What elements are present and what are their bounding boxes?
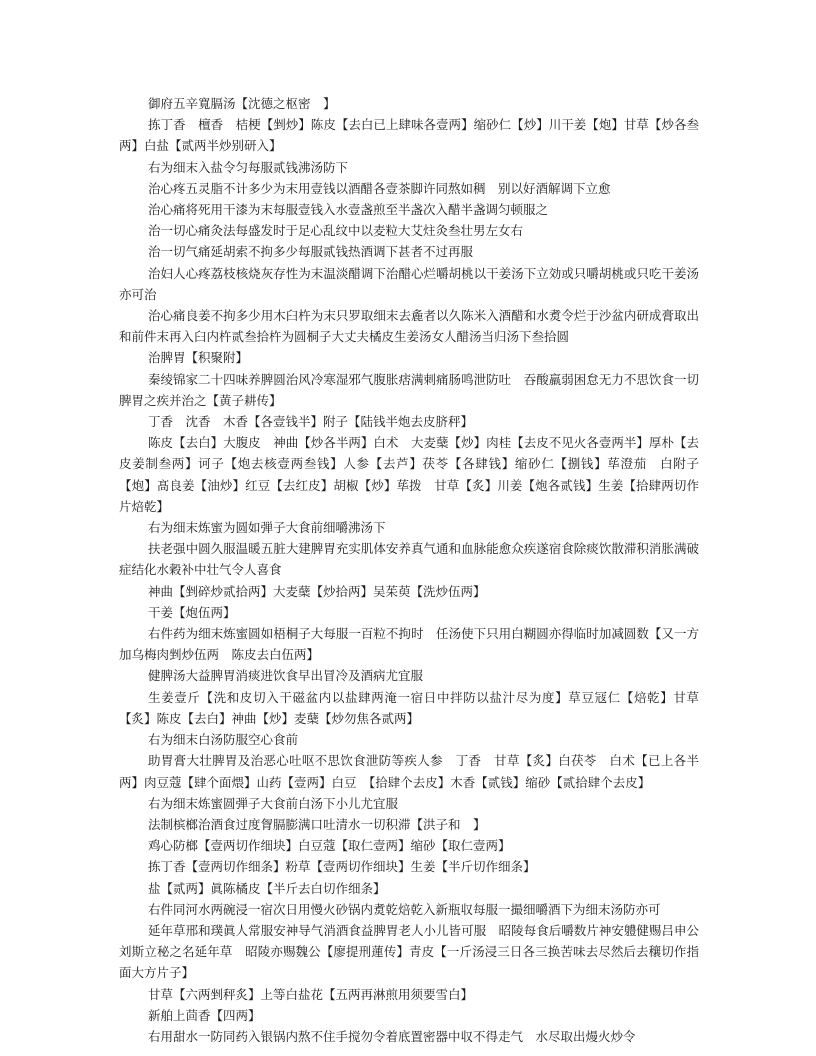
ingredients-fazhi-binglang-1: 鸡心防榔【壹两切作细块】白豆蔻【取仁壹两】缩砂【取仁壹两】: [148, 838, 511, 854]
recipe-title-jianpi-tang: 健脾汤大益脾胃消痰进饮食早出冒冷及酒病尤宜服: [148, 668, 424, 684]
ingredients-yannian-cao-1: 甘草【六两剉秤炙】上等白盐花【五两再淋煎用须要雪白】: [148, 986, 474, 1002]
document-text: [119, 93, 699, 1047]
recipe-title-yangpi-yuan: 秦绫锦家二十四味养脾圆治风冷寒湿邪气腹胀痞满刺痛肠鸣泄防吐 吞酸羸弱困怠无力不思饮食一切脾胃之疾并治之【黄子耕传】: [119, 371, 699, 408]
recipe-zhuwei-gao: 助胃膏大壮脾胃及治恶心吐呕不思饮食泄防等疾人参 丁香 甘草【炙】白茯苓 白术【已上各半两】肉豆蔻【肆个面煨】山药【壹两】白豆 【拾肆个去皮】木香【贰钱】缩砂【贰拾肆个去皮】: [119, 753, 699, 790]
recipe-title-wuxin-kuange-tang: 御府五辛寬膈汤【沈德之枢密 】: [148, 96, 336, 111]
recipe-yannian-cao: 延年草邢和璞眞人常服安神导气消酒食益脾胃老人小儿皆可服 昭陵每食后嚼数片神安軆健赐吕申公刘斯立秘之名延年草 昭陵亦赐魏公【廖提刑蓮传】青皮【一斤汤浸三日各三换苦味去尽然后去穰切作指面大方片子】: [119, 922, 699, 981]
ingredients-yannian-cao-2: 新舶上茴香【四两】: [148, 1007, 261, 1023]
ingredients-fulao-qiangzhong-yuan-1: 神曲【剉碎炒贰拾两】大麦蘖【炒拾两】吴茱萸【洗炒伍两】: [148, 583, 486, 599]
remedy-moxibustion-heart-pain: 治一切心痛灸法每盛发时于足心乱纹中以麦粒大艾炷灸叁壮男左女右: [148, 223, 524, 239]
preparation-zhuwei-gao: 右为细末炼蜜圆弾子大食前白汤下小儿尤宜服: [148, 795, 399, 811]
ingredients-wuxin-kuange-tang: 拣丁香 檀香 桔梗【剉炒】陈皮【去白已上肆味各壹两】缩砂仁【炒】川干姜【炮】甘草【炒各叁两】白盐【贰两半炒别研入】: [119, 117, 699, 154]
remedy-lizhihe-women-heart-pain: 治妇人心疼荔枝核烧灰存性为末温淡醋调下治醋心烂嚼胡桃以干姜汤下立効或只嚼胡桃或只吃干姜汤亦可治: [119, 265, 699, 302]
preparation-wuxin-kuange-tang: 右为细末入盐令匀每服贰钱沸汤防下: [148, 159, 349, 175]
ingredients-yangpi-yuan-2: 陈皮【去白】大腹皮 神曲【炒各半两】白术 大麦蘖【炒】肉桂【去皮不见火各壹两半】厚朴【去皮姜制叁两】诃子【炮去核壹两叁钱】人参【去芦】茯苓【各肆钱】缩砂仁【捌钱】荜澄茄 白附子【炮】髙良姜【油炒】红豆【去红皮】胡椒【炒】荜拨 甘草【炙】川姜【炮各贰钱】生姜【拾肆两切作片焙乾】: [119, 435, 699, 514]
remedy-ganqi-heart-pain: 治心痛将死用干漆为末每服壹钱入水壹盏煎至半盏次入醋半盏调匀顿服之: [148, 202, 549, 218]
remedy-wulingzhi-heart-pain: 治心疼五灵脂不计多少为末用壹钱以酒醋各壹茶脚许同熬如稠 别以好酒解调下立愈: [148, 180, 611, 196]
ingredients-fulao-qiangzhong-yuan-2: 干姜【炮伍两】: [148, 604, 236, 620]
ingredients-jianpi-tang: 生姜壹斤【洗和皮切入干磁盆内以盐肆两淹一宿日中拌防以盐汁尽为度】草豆冦仁【焙乾】甘草【炙】陈皮【去白】神曲【炒】麦蘖【炒勿焦各贰两】: [119, 689, 699, 726]
remedy-liangjiang-heart-pain: 治心痛良姜不拘多少用木臼杵为末只罗取细末去麁者以久陈米入酒醋和水煑令烂于沙盆内研成膏取出和前件末再入臼内杵贰叁拾杵为圆桐子大丈夫橘皮生姜汤女人醋汤当归汤下叁拾圆: [119, 308, 699, 345]
recipe-title-fazhi-binglang: 法制槟榔治酒食过度胷膈膨满口吐清水一切积滞【洪子和 】: [148, 816, 486, 832]
preparation-fazhi-binglang: 右件同河水两碗浸一宿次日用慢火砂锅内煑乾焙乾入新瓶収每服一撮细嚼酒下为细末汤防亦可: [148, 901, 661, 917]
ingredients-fazhi-binglang-2: 拣丁香【壹两切作细条】粉草【壹两切作细块】生姜【半斤切作细条】: [148, 859, 536, 875]
preparation-yannian-cao: 右用甜水一防同药入银锅内熬不住手搅勿令着底置密器中収不得走气 水尽取出熳火炒令: [148, 1028, 636, 1044]
section-heading-spleen-stomach: 治脾胃【积聚附】: [148, 350, 249, 366]
recipe-title-fulao-qiangzhong-yuan: 扶老强中圆久服温暖五脏大建脾胃充实肌体安养真气通和血脉能愈众疾遂宿食除痰饮散滞积消胀满破症结化水穀补中壮气令人喜食: [119, 541, 699, 578]
preparation-yangpi-yuan: 右为细末炼蜜为圆如弾子大食前细嚼沸汤下: [148, 520, 386, 536]
remedy-yanhusuo-qi-pain: 治一切气痛延胡索不拘多少每服贰钱热酒调下甚者不过再服: [148, 244, 474, 260]
preparation-jianpi-tang: 右为细末白汤防服空心食前: [148, 732, 299, 748]
ingredients-yangpi-yuan-1: 丁香 沈香 木香【各壹钱半】附子【陆钱半炮去皮脐秤】: [148, 414, 474, 430]
ingredients-fazhi-binglang-3: 盐【贰两】眞陈橘皮【半斤去白切作细条】: [148, 880, 386, 896]
preparation-fulao-qiangzhong-yuan: 右件药为细末炼蜜圆如梧桐子大每服一百粒不拘时 任汤使下只用白糊圆亦得临时加减圆数【又一方加乌梅肉剉炒伍两 陈皮去白伍两】: [119, 626, 699, 663]
